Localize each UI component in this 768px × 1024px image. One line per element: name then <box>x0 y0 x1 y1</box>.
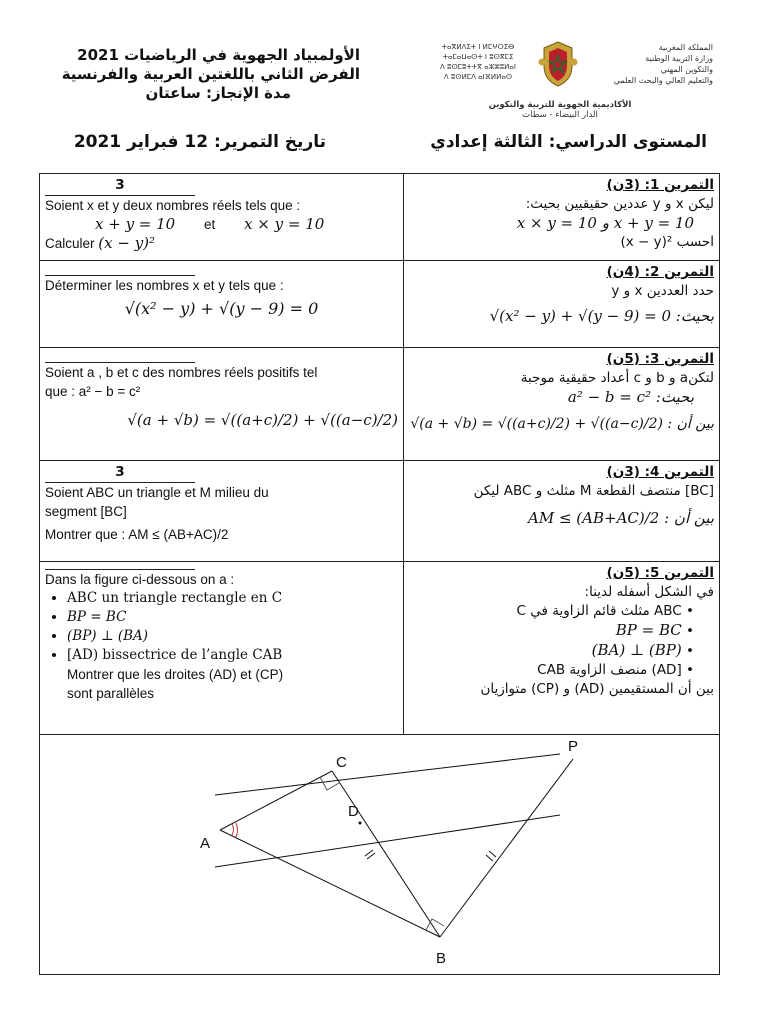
exercise-1-fr-calc <box>45 234 398 253</box>
exercise-5-ar-bullet-1: • ABC مثلث قائم الزاوية في C <box>516 603 694 619</box>
academy-line-1: الأكاديمية الجهوية للتربية والتكوين <box>488 100 632 110</box>
exercise-5-fr-bullet-1: • ABC un triangle rectangle en C <box>67 589 398 608</box>
right-angle-mark-c <box>320 777 339 790</box>
exercise-4-arabic <box>404 461 720 562</box>
exercise-4-fr-line3: Montrer que : AM ≤ (AB+AC)/2 <box>45 527 229 542</box>
exercise-1-fr-equations <box>45 215 398 234</box>
exercise-3-fr-eq: √(a + √b) = √((a+c)/2) + √((a−c)/2) <box>127 411 398 429</box>
exercise-5-ar-bullet-4: • [AD) منصف الزاوية CAB <box>537 662 694 678</box>
tick-bp-2 <box>489 851 496 857</box>
exercise-1-eq2: x × y = 10 <box>244 215 325 233</box>
exercise-5-ar-b1-text: ABC مثلث قائم الزاوية في C <box>516 603 682 619</box>
label-p: P <box>568 738 579 755</box>
exercise-2-french <box>40 261 404 348</box>
exercise-5-ar-b4-text: [AD) منصف الزاوية CAB <box>537 662 682 678</box>
exercise-1-ar-statement: ليكن x و y عددين حقيقيين بحيث: <box>525 196 714 212</box>
coat-of-arms-emblem <box>538 40 578 88</box>
line-cp <box>215 754 560 795</box>
tif-line-3: ⴷ ⵓⵙⵎⵓⵜⵜⴳ ⴰⵣⵣⵓⵍⴰⵏ <box>440 63 516 71</box>
exercise-1-calc-label: Calculer <box>45 236 95 251</box>
segment-bp <box>440 759 573 937</box>
exercise-3-fr-line1: Soient a , b et c des nombres réels positifs tel <box>45 365 318 380</box>
exercise-4-fr-line2: segment [BC] <box>45 504 127 519</box>
exercise-3-ar-title: التمرين 3: (5ن) <box>606 351 714 367</box>
exercise-1-french <box>40 174 404 261</box>
exercise-1-calc-expr: (x − y)² <box>98 234 156 252</box>
exercise-3-arabic <box>404 348 720 461</box>
tifinagh-text <box>428 42 528 82</box>
exercise-3-ar-eq: √(a + √b) = √((a+c)/2) + √((a−c)/2) : بين أن <box>410 416 714 432</box>
segment-cb <box>332 771 440 937</box>
exercise-1-ar-title: التمرين 1: (3ن) <box>606 177 714 193</box>
exercise-2-ar-title: التمرين 2: (4ن) <box>606 264 714 280</box>
exercise-row-3 <box>40 348 720 461</box>
ministry-ar-4: والتعليم العالي والبحث العلمي <box>613 76 713 85</box>
exercise-1-ar-eq: x × y = 10 و x + y = 10 <box>516 214 694 232</box>
exercise-1-arabic <box>404 174 720 261</box>
exercise-1-fr-statement: Soient x et y deux nombres réels tels que : <box>45 198 301 213</box>
exercise-1-et: et <box>204 217 216 232</box>
right-angle-mark-b <box>426 919 444 930</box>
title-line-3: مدة الإنجاز: ساعتان <box>145 84 291 102</box>
geometry-figure <box>40 735 716 973</box>
angle-mark-a-2 <box>236 823 238 837</box>
title-line-2: الفرض الثاني باللغتين العربية والفرنسية <box>61 65 360 83</box>
exercise-5-fr-bullet-3: • (BP) ⊥ (BA) <box>67 627 398 646</box>
academy-line-2: الدار البيضاء - سطات <box>522 110 598 120</box>
exercise-4-fr-line1: Soient ABC un triangle et M milieu du <box>45 485 269 500</box>
exercise-3-ar-line2: a² − b = c² :بحيث <box>567 388 694 406</box>
ministry-arabic-text <box>588 42 713 86</box>
academy-text <box>460 100 660 120</box>
exercise-2-fr-eq: √(x² − y) + √(y − 9) = 0 <box>124 299 319 318</box>
exercise-5-ar-conclusion: بين أن المستقيمين (AD) و (CP) متوازيان <box>480 681 714 697</box>
exercise-3-fr-line2: que : a² − b = c² <box>45 384 141 399</box>
exercise-5-fr-bullet-2: • BP = BC <box>67 608 398 627</box>
tif-line-2: ⵜⴰⵎⴰⵡⴰⵙⵜ ⵏ ⵓⵙⴳⵎⵉ <box>442 53 514 61</box>
exercise-1-eq1: x + y = 10 <box>95 215 176 233</box>
figure-cell <box>40 735 720 975</box>
exercise-5-ar-intro: في الشكل أسفله لدينا: <box>584 584 714 600</box>
exercises-table <box>39 173 720 975</box>
exercise-1-ar-calc: (x − y)² احسب <box>620 234 714 250</box>
tif-line-4: ⴷ ⵓⵙⵍⵎⴷ ⴰⵏⴼⵍⵍⴰⵙ <box>443 73 513 81</box>
label-d: D <box>348 803 359 820</box>
exercise-row-4 <box>40 461 720 562</box>
tick-bp <box>486 855 493 861</box>
exercise-1-points: 3 <box>45 176 195 196</box>
angle-mark-a <box>232 824 234 835</box>
line-ad <box>215 815 560 867</box>
exercise-5-arabic <box>404 562 720 735</box>
ministry-ar-1: المملكة المغربية <box>658 43 713 52</box>
exercise-3-french <box>40 348 404 461</box>
exercise-row-2 <box>40 261 720 348</box>
exercise-3-points-rule <box>45 350 195 363</box>
exercise-row-5 <box>40 562 720 735</box>
exercise-3-ar-line1: لتكنa و b و c أعداد حقيقية موجبة <box>520 370 714 386</box>
exercise-2-ar-eq: √(x² − y) + √(y − 9) = 0 :بحيث <box>489 307 714 325</box>
exercise-2-ar-statement: حدد العددين x و y <box>611 283 714 299</box>
segment-ab <box>220 830 440 937</box>
label-a: A <box>200 835 211 852</box>
title-line-1: الأولمبياد الجهوية في الرياضيات 2021 <box>77 46 360 64</box>
tif-line-1: ⵜⴰⴳⵍⴷⵉⵜ ⵏ ⵍⵎⵖⵔⵉⴱ <box>441 43 515 51</box>
exercise-2-fr-statement: Déterminer les nombres x et y tels que : <box>45 278 284 293</box>
exercise-4-ar-eq: AM ≤ (AB+AC)/2 : بين أن <box>528 509 714 527</box>
exercise-row-1 <box>40 174 720 261</box>
exercise-2-points-rule <box>45 263 195 276</box>
figure-row <box>40 735 720 975</box>
point-d-dot <box>359 822 362 825</box>
exercise-5-fr-bullet-4: • [AD) bissectrice de l’angle CAB <box>67 646 398 665</box>
exercise-4-french <box>40 461 404 562</box>
exercise-5-ar-b2-text: BP = BC <box>615 621 682 639</box>
school-level: المستوى الدراسي: الثالثة إعدادي <box>430 132 707 152</box>
ministry-logo-block <box>420 40 720 125</box>
segment-ac <box>220 771 332 830</box>
exercise-5-ar-b3-text: (BP) ⊥ (BA) <box>591 641 682 659</box>
exercise-5-fr-conc1: Montrer que les droites (AD) et (CP) <box>67 667 284 682</box>
exercise-2-arabic <box>404 261 720 348</box>
exercise-5-french <box>40 562 404 735</box>
exercise-5-ar-bullet-3: • (BP) ⊥ (BA) <box>591 641 694 659</box>
ministry-ar-3: والتكوين المهني <box>660 65 713 74</box>
ministry-ar-2: وزارة التربية الوطنية <box>645 54 713 63</box>
exercise-5-ar-bullet-2: • BP = BC <box>615 621 694 639</box>
exercise-4-ar-title: التمرين 4: (3ن) <box>606 464 714 480</box>
label-b: B <box>436 950 447 967</box>
exercise-4-points: 3 <box>45 463 195 483</box>
label-c: C <box>336 754 347 771</box>
exercise-5-ar-title: التمرين 5: (5ن) <box>606 565 714 581</box>
exercise-5-fr-conc2: sont parallèles <box>67 686 155 701</box>
exam-date: تاريخ التمرير: 12 فبراير 2021 <box>73 132 326 152</box>
exercise-4-ar-line1: ليكن ABC مثلث و M منتصف القطعة [BC] <box>473 483 714 499</box>
exercise-5-fr-intro: Dans la figure ci-dessous on a : <box>45 572 235 587</box>
exercise-5-fr-list <box>45 589 398 665</box>
